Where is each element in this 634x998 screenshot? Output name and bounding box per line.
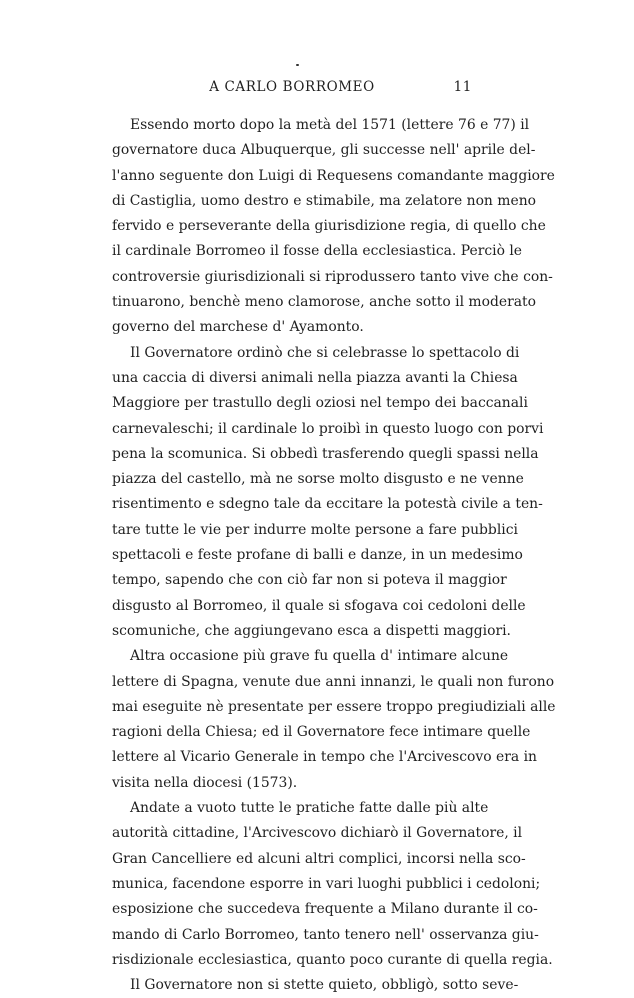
text-line: mai eseguite nè presentate per essere troppo pregiudiziali alle <box>112 698 556 715</box>
text-line: scomuniche, che aggiungevano esca a dispetti maggiori. <box>112 622 511 639</box>
text-line: lettere al Vicario Generale in tempo che l'Arcivescovo era in <box>112 749 537 766</box>
text-line: Gran Cancelliere ed alcuni altri complici, incorsi nella sco- <box>112 850 526 867</box>
text-line: ragioni della Chiesa; ed il Governatore fece intimare quelle <box>112 724 531 741</box>
text-line: governo del marchese d' Ayamonto. <box>112 319 364 336</box>
text-line: pena la scomunica. Si obbedì trasferendo quegli spassi nella <box>112 445 539 462</box>
print-speck <box>296 64 299 66</box>
text-line: Essendo morto dopo la metà del 1571 (lettere 76 e 77) il <box>130 117 530 133</box>
text-line: governatore duca Albuquerque, gli successe nell' aprile del- <box>112 142 536 159</box>
text-line: controversie giurisdizionali si riprodussero tanto vive che con- <box>112 268 553 285</box>
text-line: munica, facendone esporre in vari luoghi pubblici i cedoloni; <box>112 875 541 892</box>
body-text <box>112 113 556 998</box>
text-line: tinuarono, benchè meno clamorose, anche sotto il moderato <box>112 294 536 311</box>
text-line: autorità cittadine, l'Arcivescovo dichiarò il Governatore, il <box>112 825 523 842</box>
text-line: fervido e perseverante della giurisdizione regia, di quello che <box>112 218 546 235</box>
text-line: tempo, sapendo che con ciò far non si poteva il maggior <box>112 572 507 589</box>
text-line: Il Governatore non si stette quieto, obbligò, sotto seve- <box>130 977 519 994</box>
text-line: mando di Carlo Borromeo, tanto tenero nell' osservanza giu- <box>112 926 539 943</box>
text-line: spettacoli e feste profane di balli e danze, in un medesimo <box>112 547 523 564</box>
text-line: l'anno seguente don Luigi di Requesens comandante maggiore <box>112 167 555 184</box>
text-line: lettere di Spagna, venute due anni innanzi, le quali non furono <box>112 673 555 690</box>
text-line: carnevaleschi; il cardinale lo proibì in questo luogo con porvi <box>112 420 544 437</box>
text-line: una caccia di diversi animali nella piazza avanti la Chiesa <box>112 369 518 386</box>
text-line: visita nella diocesi (1573). <box>112 774 298 791</box>
text-line: disgusto al Borromeo, il quale si sfogava coi cedoloni delle <box>112 597 526 614</box>
text-line: il cardinale Borromeo il fosse della ecclesiastica. Perciò le <box>112 243 523 260</box>
text-line: Il Governatore ordinò che si celebrasse lo spettacolo di <box>130 344 520 361</box>
text-line: Altra occasione più grave fu quella d' intimare alcune <box>130 648 509 665</box>
page-number: 11 <box>453 79 472 95</box>
text-line: piazza del castello, mà ne sorse molto disgusto e ne venne <box>112 471 524 488</box>
text-line: tare tutte le vie per indurre molte persone a fare pubblici <box>112 521 518 538</box>
running-header <box>112 79 472 101</box>
text-line: esposizione che succedeva frequente a Milano durante il co- <box>112 901 538 918</box>
text-line: Andate a vuoto tutte le pratiche fatte dalle più alte <box>130 800 489 817</box>
running-title: A CARLO BORROMEO <box>209 79 375 95</box>
text-line: risentimento e sdegno tale da eccitare la potestà civile a ten- <box>112 496 543 513</box>
text-line: risdizionale ecclesiastica, quanto poco curante di quella regia. <box>112 951 553 968</box>
text-line: Maggiore per trastullo degli oziosi nel tempo dei baccanali <box>112 395 528 412</box>
text-line: di Castiglia, uomo destro e stimabile, ma zelatore non meno <box>112 192 536 209</box>
